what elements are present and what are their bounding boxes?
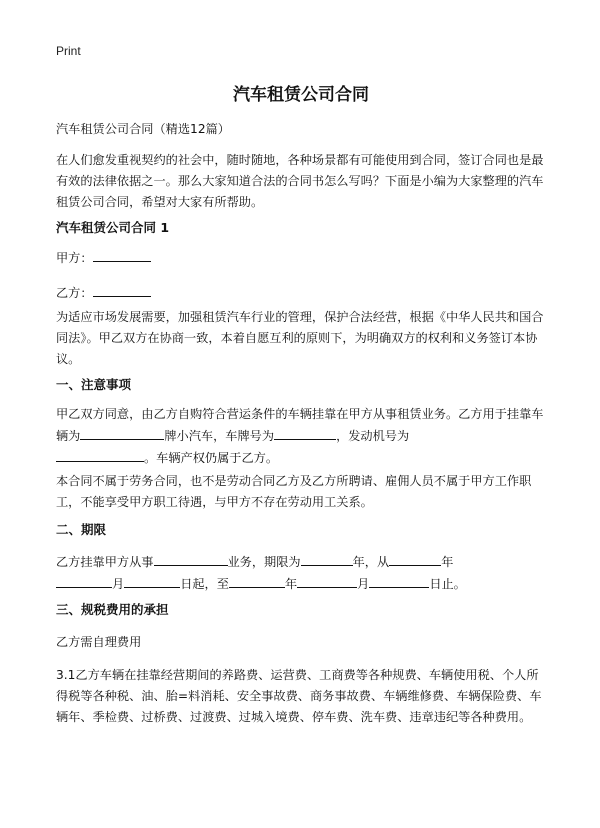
end-year-blank[interactable]	[229, 573, 285, 588]
s1-text-4: 。车辆产权仍属于乙方。	[144, 451, 279, 465]
contract-1-heading: 汽车租赁公司合同 1	[56, 220, 170, 235]
start-year-blank[interactable]	[389, 551, 441, 566]
print-link[interactable]: Print	[56, 44, 81, 58]
s2-text-i: 日止。	[429, 577, 466, 591]
section-3-heading: 三、规税费用的承担	[56, 602, 169, 617]
s2-text-d: 年	[441, 555, 454, 569]
party-b-label: 乙方：	[56, 286, 93, 300]
end-day-blank[interactable]	[369, 573, 429, 588]
s1-text-2: 牌小汽车，车牌号为	[164, 429, 275, 443]
intro-paragraph: 在人们愈发重视契约的社会中，随时随地，各种场景都有可能使用到合同，签订合同也是最有效的法律依据之一。那么大家知道合法的合同书怎么写吗？下面是小编为大家整理的汽车租赁公司合同，希望对大家有所帮助。	[56, 153, 544, 209]
section-2-heading: 二、期限	[56, 522, 107, 537]
s1-text-3: ，发动机号为	[336, 429, 410, 443]
party-a-blank[interactable]	[93, 247, 151, 262]
party-a-line	[56, 247, 548, 269]
start-month-blank[interactable]	[56, 573, 112, 588]
end-month-blank[interactable]	[297, 573, 357, 588]
document-title: 汽车租赁公司合同	[233, 85, 369, 105]
party-b-line	[56, 282, 548, 304]
term-years-blank[interactable]	[301, 551, 353, 566]
s2-text-c: 年，从	[352, 555, 390, 569]
section-3-paragraph-2: 3.1乙方车辆在挂靠经营期间的养路费、运营费、工商费等各种规费、车辆使用税、个人所得税等各种税、油、胎=料消耗、安全事故费、商务事故费、车辆维修费、车辆保险费、车辆年、季检费、过桥费、过渡费、过城入境费、停车费、洗车费、违章违纪等各种费用。	[56, 668, 542, 724]
plate-number-blank[interactable]	[274, 425, 336, 440]
section-2-paragraph	[56, 551, 548, 595]
section-1-paragraph-1	[56, 404, 548, 469]
s1-text-1: 甲乙双方同意，由乙方自购符合营运条件的车辆挂靠在甲方从事租赁业务。乙方用于挂靠车辆为	[56, 407, 544, 443]
section-1-heading: 一、注意事项	[56, 377, 132, 392]
section-3-paragraph-1: 乙方需自理费用	[56, 635, 142, 649]
engine-number-blank[interactable]	[56, 447, 144, 462]
vehicle-brand-blank[interactable]	[80, 425, 164, 440]
s2-text-h: 月	[357, 577, 370, 591]
s2-text-g: 年	[284, 577, 298, 591]
business-type-blank[interactable]	[154, 551, 228, 566]
party-b-blank[interactable]	[93, 282, 151, 297]
start-day-blank[interactable]	[124, 573, 180, 588]
party-a-label: 甲方：	[56, 251, 93, 265]
subtitle: 汽车租赁公司合同（精选12篇）	[56, 122, 230, 136]
s2-text-b: 业务，期限为	[227, 555, 301, 569]
s2-text-f: 日起，至	[180, 577, 229, 591]
preamble-paragraph: 为适应市场发展需要，加强租赁汽车行业的管理，保护合法经营，根据《中华人民共和国合同法》。甲乙双方在协商一致，本着自愿互利的原则下，为明确双方的权利和义务签订本协议。	[56, 310, 544, 366]
s2-text-e: 月	[112, 577, 125, 591]
s2-text-a: 乙方挂靠甲方从事	[56, 555, 154, 569]
section-1-paragraph-2: 本合同不属于劳务合同，也不是劳动合同乙方及乙方所聘请、雇佣人员不属于甲方工作职工，不能享受甲方职工待遇，与甲方不存在劳动用工关系。	[56, 474, 532, 509]
